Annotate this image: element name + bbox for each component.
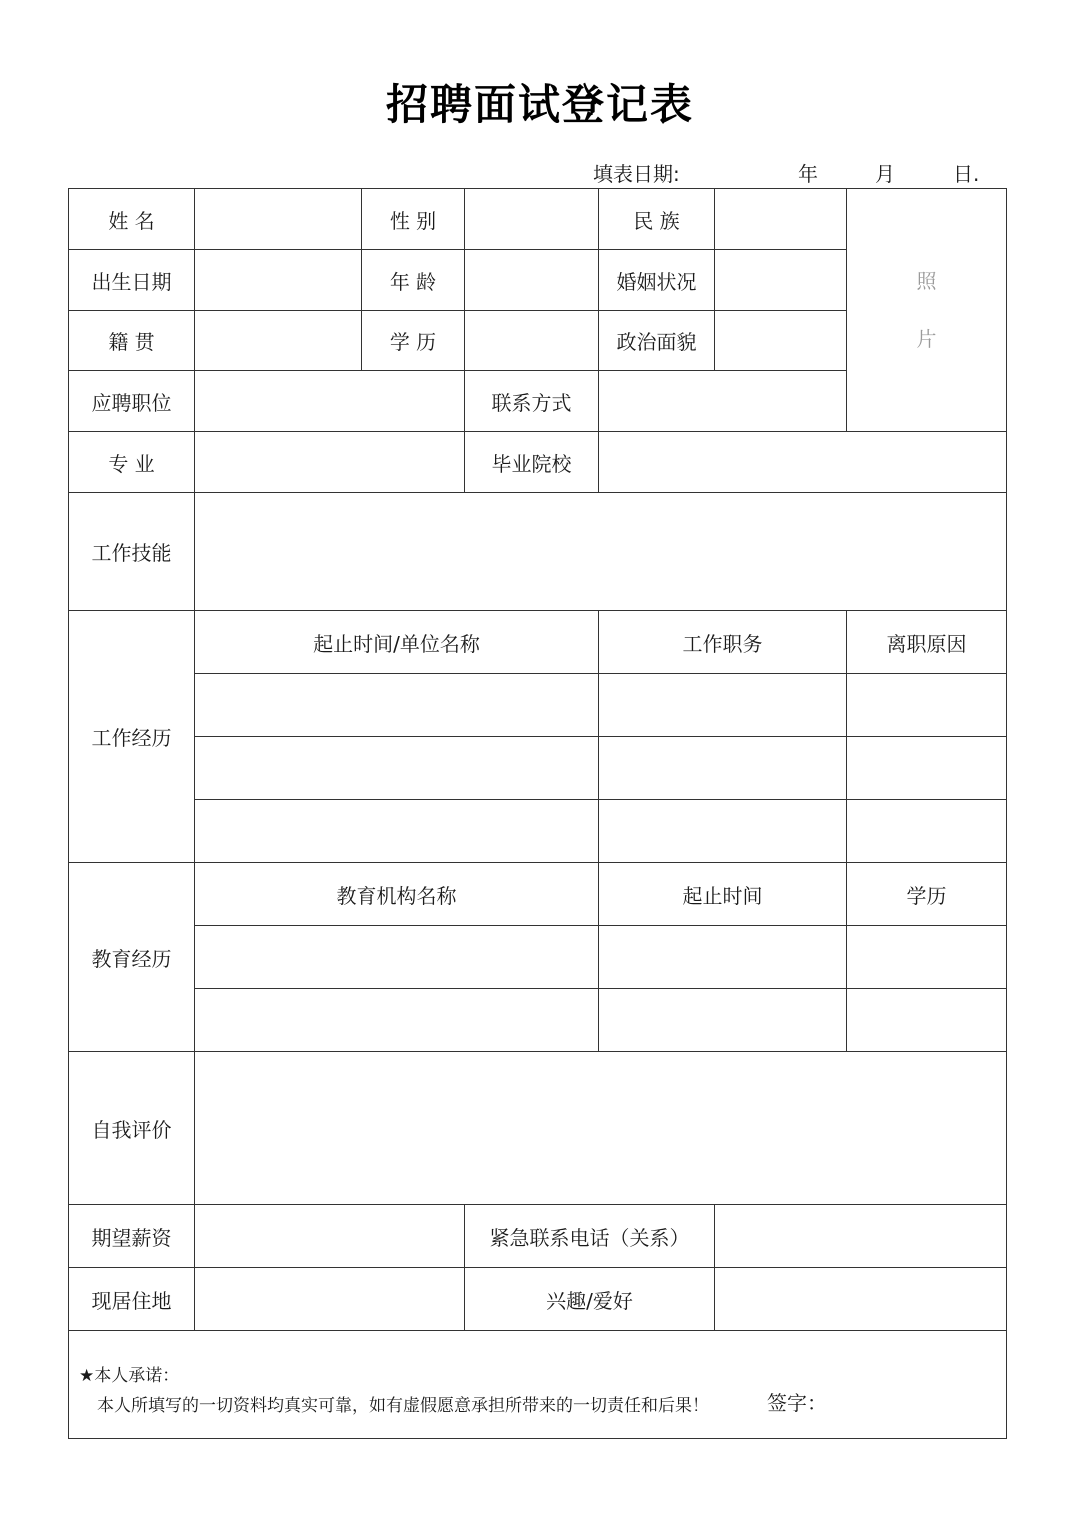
work-history-label: 工作经历 bbox=[69, 611, 195, 863]
native-place-field[interactable] bbox=[195, 311, 362, 371]
pledge-heading: ★本人承诺： bbox=[79, 1366, 180, 1386]
work-row-2-period[interactable] bbox=[195, 737, 599, 800]
hobby-label: 兴趣/爱好 bbox=[465, 1268, 715, 1331]
gender-field[interactable] bbox=[465, 189, 599, 250]
school-label: 毕业院校 bbox=[465, 432, 599, 493]
pledge-section bbox=[69, 1331, 1007, 1439]
marital-field[interactable] bbox=[715, 250, 847, 311]
edu-header-institution: 教育机构名称 bbox=[195, 863, 599, 926]
year-label: 年 bbox=[798, 162, 818, 186]
political-field[interactable] bbox=[715, 311, 847, 371]
name-field[interactable] bbox=[195, 189, 362, 250]
work-header-title: 工作职务 bbox=[599, 611, 847, 674]
work-row-3-period[interactable] bbox=[195, 800, 599, 863]
fill-date-line bbox=[0, 158, 1080, 184]
edu-row-2-degree[interactable] bbox=[847, 989, 1007, 1052]
salary-field[interactable] bbox=[195, 1205, 465, 1268]
pledge-text: 本人所填写的一切资料均真实可靠，如有虚假愿意承担所带来的一切责任和后果！ bbox=[97, 1396, 709, 1416]
ethnicity-label: 民 族 bbox=[599, 189, 715, 250]
birth-date-label: 出生日期 bbox=[69, 250, 195, 311]
emergency-contact-field[interactable] bbox=[715, 1205, 1007, 1268]
edu-row-2-period[interactable] bbox=[599, 989, 847, 1052]
work-row-1-period[interactable] bbox=[195, 674, 599, 737]
political-label: 政治面貌 bbox=[599, 311, 715, 371]
contact-field[interactable] bbox=[599, 371, 847, 432]
photo-box[interactable] bbox=[847, 189, 1007, 432]
age-label: 年 龄 bbox=[362, 250, 465, 311]
skills-label: 工作技能 bbox=[69, 493, 195, 611]
edu-row-1-period[interactable] bbox=[599, 926, 847, 989]
registration-form-table bbox=[68, 188, 1007, 1439]
contact-label: 联系方式 bbox=[465, 371, 599, 432]
major-label: 专 业 bbox=[69, 432, 195, 493]
education-label: 学 历 bbox=[362, 311, 465, 371]
major-field[interactable] bbox=[195, 432, 465, 493]
work-row-2-reason[interactable] bbox=[847, 737, 1007, 800]
signature-label[interactable]: 签字： bbox=[767, 1391, 827, 1415]
edu-row-1-institution[interactable] bbox=[195, 926, 599, 989]
salary-label: 期望薪资 bbox=[69, 1205, 195, 1268]
education-field[interactable] bbox=[465, 311, 599, 371]
native-place-label: 籍 贯 bbox=[69, 311, 195, 371]
work-header-reason: 离职原因 bbox=[847, 611, 1007, 674]
edu-row-1-degree[interactable] bbox=[847, 926, 1007, 989]
address-label: 现居住地 bbox=[69, 1268, 195, 1331]
address-field[interactable] bbox=[195, 1268, 465, 1331]
school-field[interactable] bbox=[599, 432, 1007, 493]
gender-label: 性 别 bbox=[362, 189, 465, 250]
work-row-1-reason[interactable] bbox=[847, 674, 1007, 737]
education-history-label: 教育经历 bbox=[69, 863, 195, 1052]
edu-header-period: 起止时间 bbox=[599, 863, 847, 926]
work-row-3-title[interactable] bbox=[599, 800, 847, 863]
hobby-field[interactable] bbox=[715, 1268, 1007, 1331]
work-header-period-company: 起止时间/单位名称 bbox=[195, 611, 599, 674]
position-field[interactable] bbox=[195, 371, 465, 432]
photo-placeholder-2: 片 bbox=[916, 327, 937, 351]
age-field[interactable] bbox=[465, 250, 599, 311]
birth-date-field[interactable] bbox=[195, 250, 362, 311]
marital-label: 婚姻状况 bbox=[599, 250, 715, 311]
position-label: 应聘职位 bbox=[69, 371, 195, 432]
month-label: 月 bbox=[875, 162, 895, 186]
ethnicity-field[interactable] bbox=[715, 189, 847, 250]
work-row-3-reason[interactable] bbox=[847, 800, 1007, 863]
work-row-2-title[interactable] bbox=[599, 737, 847, 800]
skills-field[interactable] bbox=[195, 493, 1007, 611]
self-evaluation-label: 自我评价 bbox=[69, 1052, 195, 1205]
self-evaluation-field[interactable] bbox=[195, 1052, 1007, 1205]
emergency-contact-label: 紧急联系电话（关系） bbox=[465, 1205, 715, 1268]
fill-date-label: 填表日期: bbox=[593, 162, 680, 186]
form-title: 招聘面试登记表 bbox=[385, 80, 694, 129]
day-label: 日. bbox=[953, 162, 980, 186]
edu-row-2-institution[interactable] bbox=[195, 989, 599, 1052]
work-row-1-title[interactable] bbox=[599, 674, 847, 737]
name-label: 姓 名 bbox=[69, 189, 195, 250]
edu-header-degree: 学历 bbox=[847, 863, 1007, 926]
photo-placeholder-1: 照 bbox=[916, 269, 937, 293]
